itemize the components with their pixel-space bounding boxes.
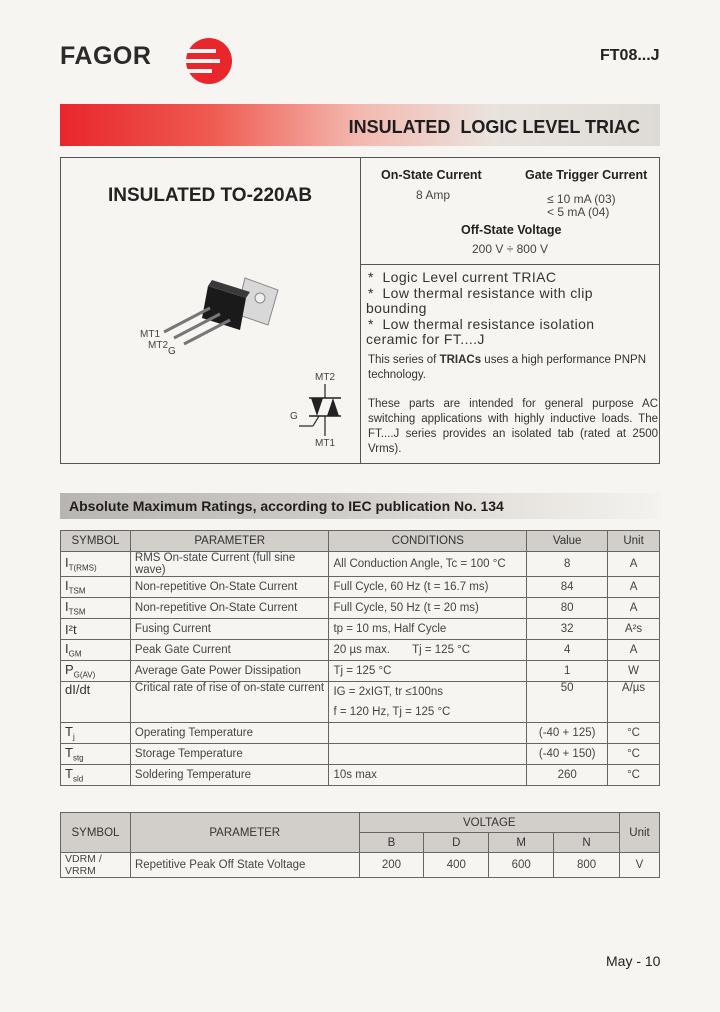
col-header-parameter: PARAMETER (130, 813, 359, 853)
conditions-cell (329, 723, 527, 744)
col-header-symbol: SYMBOL (61, 531, 131, 552)
grade-header: D (424, 833, 489, 853)
unit-cell: °C (608, 765, 660, 786)
unit-cell: V (620, 853, 660, 878)
value-cell: 84 (527, 577, 608, 598)
grade-header: M (489, 833, 554, 853)
pin-label-g: G (168, 346, 176, 357)
triac-symbol-icon (295, 382, 355, 438)
table-row (61, 661, 660, 682)
table-header-row (61, 813, 660, 833)
section-title: Absolute Maximum Ratings, according to IEC publication No. 134 (69, 498, 504, 514)
feature-item-cont: bounding (366, 300, 427, 316)
value-cell: 80 (527, 598, 608, 619)
ratings-table (60, 530, 660, 786)
symbol-cell: $T_{stg}$ (61, 744, 131, 765)
symbol-label-g: G (290, 411, 298, 422)
value-cell: 4 (527, 640, 608, 661)
symbol-cell: VDRM / VRRM (61, 853, 131, 878)
part-number: FT08...J (600, 47, 660, 64)
parameter-cell: Non-repetitive On-State Current (130, 577, 329, 598)
off-state-label: Off-State Voltage (461, 223, 562, 237)
parameter-cell: Operating Temperature (130, 723, 329, 744)
divider (360, 264, 660, 265)
value-cell: 1 (527, 661, 608, 682)
conditions-cell: All Conduction Angle, Tc = 100 °C (329, 552, 527, 577)
symbol-cell: $I_{TSM}$ (61, 598, 131, 619)
parameter-cell: RMS On-state Current (full sine wave) (130, 552, 329, 577)
unit-cell: A²s (608, 619, 660, 640)
col-header-unit: Unit (608, 531, 660, 552)
value-cell: 50 (527, 682, 608, 723)
footer-date: May - 10 (606, 953, 661, 969)
conditions-cell: 20 µs max. Tj = 125 °C (329, 640, 527, 661)
value-cell: 400 (424, 853, 489, 878)
off-state-value: 200 V ÷ 800 V (472, 242, 548, 256)
on-state-label: On-State Current (381, 168, 482, 182)
feature-item: * Low thermal resistance with clip (368, 285, 593, 301)
conditions-cell: Full Cycle, 50 Hz (t = 20 ms) (329, 598, 527, 619)
value-cell: (-40 + 125) (527, 723, 608, 744)
banner-title: INSULATED LOGIC LEVEL TRIAC (348, 117, 640, 137)
unit-cell: W (608, 661, 660, 682)
table-row (61, 723, 660, 744)
conditions-cell: Tj = 125 °C (329, 661, 527, 682)
value-cell: 200 (359, 853, 424, 878)
value-cell: 8 (527, 552, 608, 577)
symbol-cell: $T_j$ (61, 723, 131, 744)
table-row (61, 744, 660, 765)
on-state-value: 8 Amp (416, 188, 451, 202)
col-header-parameter: PARAMETER (130, 531, 329, 552)
col-header-conditions: CONDITIONS (329, 531, 527, 552)
symbol-cell: $T_{sld}$ (61, 765, 131, 786)
symbol-cell: dI/dt (61, 682, 131, 723)
brand-name: FAGOR (60, 42, 152, 70)
parameter-cell: Storage Temperature (130, 744, 329, 765)
grade-header: N (554, 833, 620, 853)
table-row (61, 577, 660, 598)
conditions-cell: 10s max (329, 765, 527, 786)
symbol-cell: $P_{G(AV)}$ (61, 661, 131, 682)
table-row (61, 598, 660, 619)
gate-trigger-value: < 5 mA (04) (547, 205, 610, 219)
parameter-cell: Soldering Temperature (130, 765, 329, 786)
value-cell: 800 (554, 853, 620, 878)
table-header-row (61, 531, 660, 552)
parameter-cell: Repetitive Peak Off State Voltage (130, 853, 359, 878)
value-cell: 600 (489, 853, 554, 878)
value-cell: 32 (527, 619, 608, 640)
col-header-unit: Unit (620, 813, 660, 853)
table-row (61, 640, 660, 661)
table-row (61, 682, 660, 723)
parameter-cell: Critical rate of rise of on-state current (130, 682, 329, 723)
description-para: This series of TRIACs uses a high performance PNPN technology. (368, 354, 647, 381)
unit-cell: A (608, 598, 660, 619)
conditions-cell: tp = 10 ms, Half Cycle (329, 619, 527, 640)
col-header-symbol: SYMBOL (61, 813, 131, 853)
parameter-cell: Non-repetitive On-State Current (130, 598, 329, 619)
gate-trigger-value: ≤ 10 mA (03) (547, 192, 616, 206)
col-header-voltage: VOLTAGE (359, 813, 620, 833)
grade-header: B (359, 833, 424, 853)
feature-item: * Logic Level current TRIAC (368, 269, 557, 285)
symbol-label-mt1: MT1 (315, 438, 335, 449)
unit-cell: °C (608, 744, 660, 765)
symbol-cell: $I_{T(RMS)}$ (61, 552, 131, 577)
unit-cell: A (608, 577, 660, 598)
table-row (61, 552, 660, 577)
unit-cell: A (608, 552, 660, 577)
feature-item: * Low thermal resistance isolation (368, 316, 595, 332)
table-row (61, 765, 660, 786)
unit-cell: A/µs (608, 682, 660, 723)
gate-trigger-label: Gate Trigger Current (525, 168, 648, 182)
parameter-cell: Peak Gate Current (130, 640, 329, 661)
symbol-cell: $I_{GM}$ (61, 640, 131, 661)
parameter-cell: Average Gate Power Dissipation (130, 661, 329, 682)
value-cell: 260 (527, 765, 608, 786)
voltage-table (60, 812, 660, 878)
parameter-cell: Fusing Current (130, 619, 329, 640)
divider (360, 157, 361, 464)
col-header-value: Value (527, 531, 608, 552)
symbol-label-mt2: MT2 (315, 372, 335, 383)
symbol-cell: I²t (61, 619, 131, 640)
conditions-cell: Full Cycle, 60 Hz (t = 16.7 ms) (329, 577, 527, 598)
conditions-cell (329, 744, 527, 765)
symbol-cell: $I_{TSM}$ (61, 577, 131, 598)
unit-cell: A (608, 640, 660, 661)
package-title: INSULATED TO-220AB (107, 185, 313, 206)
conditions-cell: IG = 2xIGT, tr ≤100ns f = 120 Hz, Tj = 125 °C (329, 682, 527, 723)
fagor-logo-icon (176, 36, 238, 86)
pin-label-mt2: MT2 (148, 340, 168, 351)
table-row (61, 619, 660, 640)
feature-item-cont: ceramic for FT....J (366, 331, 485, 347)
unit-cell: °C (608, 723, 660, 744)
value-cell: (-40 + 150) (527, 744, 608, 765)
description-para: These parts are intended for general purpose AC switching applications with highly inductive loads. The FT....J series provides an isolated tab (rated at 2500 Vrms). (368, 398, 658, 455)
table-row (61, 853, 660, 878)
pin-label-mt1: MT1 (140, 329, 160, 340)
